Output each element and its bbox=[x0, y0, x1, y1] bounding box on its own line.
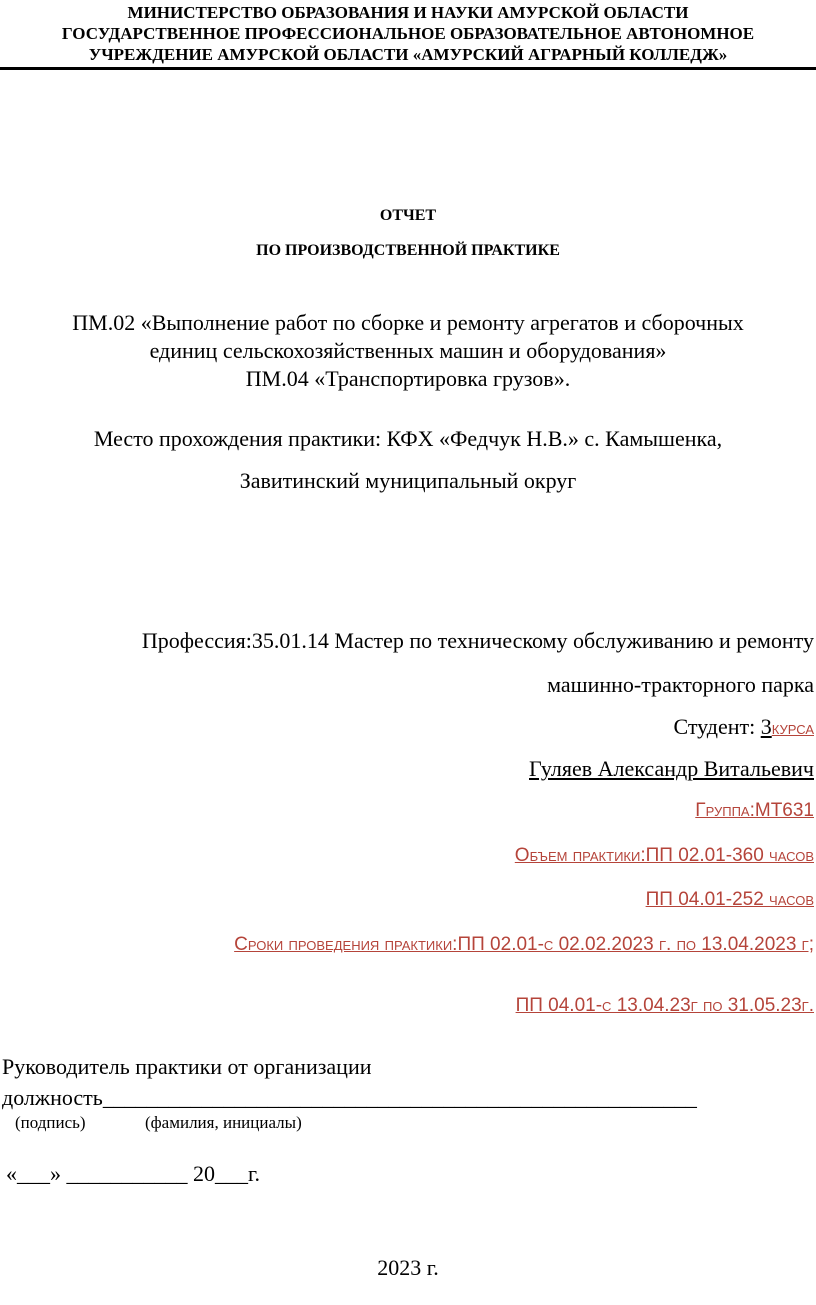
module-line-1: ПМ.02 «Выполнение работ по сборке и ремонту агрегатов и сборочных bbox=[72, 310, 744, 335]
signature-date: «___» ___________ 20___г. bbox=[6, 1161, 261, 1186]
report-subtitle: ПО ПРОИЗВОДСТВЕННОЙ ПРАКТИКЕ bbox=[256, 242, 560, 259]
practice-volume-2: ПП 04.01-252 часов bbox=[645, 889, 814, 910]
supervisor-label: Руководитель практики от организации bbox=[2, 1054, 372, 1079]
name-caption: (фамилия, инициалы) bbox=[145, 1113, 302, 1132]
report-title: ОТЧЕТ bbox=[379, 207, 437, 224]
document-year: 2023 г. bbox=[377, 1255, 439, 1280]
student-course bbox=[673, 714, 814, 740]
student-group: Группа:МТ631 bbox=[695, 800, 814, 821]
student-label: Студент: bbox=[673, 714, 761, 739]
course-word: курса bbox=[771, 718, 814, 739]
course-number: 3 bbox=[760, 714, 772, 739]
practice-dates-2: ПП 04.01-с 13.04.23г по 31.05.23г. bbox=[515, 995, 814, 1016]
practice-district: Завитинский муниципальный округ bbox=[239, 468, 577, 493]
profession-continued: машинно-тракторного парка bbox=[547, 672, 814, 697]
module-line-2: единиц сельскохозяйственных машин и оборудования» bbox=[149, 338, 667, 363]
header-ministry: МИНИСТЕРСТВО ОБРАЗОВАНИЯ И НАУКИ АМУРСКОЙ ОБЛАСТИ bbox=[127, 3, 689, 22]
supervisor-position-line: должность______________________________________________________ bbox=[2, 1085, 697, 1110]
signature-caption: (подпись) bbox=[15, 1113, 86, 1132]
module-line-3: ПМ.04 «Транспортировка грузов». bbox=[245, 366, 571, 391]
practice-dates-1: Сроки проведения практики:ПП 02.01-с 02.02.2023 г. по 13.04.2023 г; bbox=[234, 934, 814, 955]
header-institution-name: УЧРЕЖДЕНИЕ АМУРСКОЙ ОБЛАСТИ «АМУРСКИЙ АГРАРНЫЙ КОЛЛЕДЖ» bbox=[88, 45, 728, 64]
student-name: Гуляев Александр Витальевич bbox=[529, 756, 814, 781]
header-institution-type: ГОСУДАРСТВЕННОЕ ПРОФЕССИОНАЛЬНОЕ ОБРАЗОВАТЕЛЬНОЕ АВТОНОМНОЕ bbox=[61, 24, 755, 43]
practice-volume-1: Объем практики:ПП 02.01-360 часов bbox=[514, 845, 814, 866]
practice-place: Место прохождения практики: КФХ «Федчук Н.В.» с. Камышенка, bbox=[93, 426, 723, 451]
header-divider bbox=[0, 67, 816, 70]
profession: Профессия:35.01.14 Мастер по техническому обслуживанию и ремонту bbox=[141, 628, 814, 653]
